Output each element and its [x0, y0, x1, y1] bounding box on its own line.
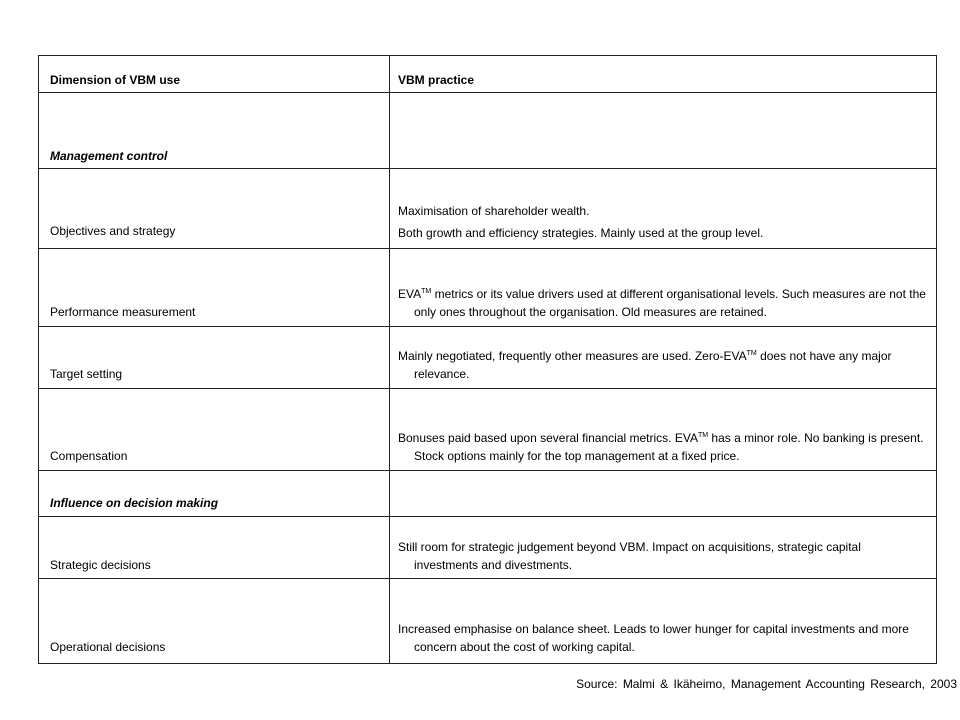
row-divider — [39, 92, 936, 93]
compensation-text-a: Bonuses paid based upon several financial metrics. EVA — [398, 431, 698, 445]
objectives-line-1: Maximisation of shareholder wealth. — [398, 204, 590, 218]
row-divider — [39, 388, 936, 389]
row-text-operational — [398, 620, 928, 656]
vbm-table — [38, 55, 937, 664]
row-text-objectives — [398, 202, 928, 242]
performance-text-b: metrics or its value drivers used at different organisational levels. Such measures are not the only ones throughout the organisation. Old measures are retained. — [414, 287, 926, 319]
row-text-compensation — [398, 429, 928, 465]
row-label-compensation: Compensation — [50, 449, 128, 463]
section-decision-making: Influence on decision making — [50, 496, 219, 510]
row-divider — [39, 516, 936, 517]
operational-text: Increased emphasise on balance sheet. Leads to lower hunger for capital investments and more concern about the cost of working capital. — [398, 622, 909, 654]
section-management-control: Management control — [50, 149, 168, 163]
trademark-sup: TM — [421, 288, 432, 295]
row-text-strategic — [398, 538, 928, 574]
target-text-a: Mainly negotiated, frequently other measures are used. Zero-EVA — [398, 349, 747, 363]
trademark-sup: TM — [697, 432, 709, 439]
objectives-line-2: Both growth and efficiency strategies. Mainly used at the group level. — [398, 226, 764, 240]
row-label-operational: Operational decisions — [50, 640, 166, 654]
row-label-strategic: Strategic decisions — [50, 558, 151, 572]
row-divider — [39, 248, 936, 249]
row-label-objectives: Objectives and strategy — [50, 224, 176, 238]
column-divider — [389, 56, 390, 663]
row-label-performance: Performance measurement — [50, 305, 196, 319]
compensation-text-b: has a minor role. No banking is present. Stock options mainly for the top management at a fixed price. — [414, 431, 924, 463]
row-divider — [39, 168, 936, 169]
header-dimension: Dimension of VBM use — [50, 73, 181, 87]
row-label-target: Target setting — [50, 367, 123, 381]
source-citation: Source: Malmi & Ikäheimo, Management Accounting Research, 2003 — [576, 677, 957, 691]
target-text-b: does not have any major relevance. — [414, 349, 892, 381]
row-text-performance — [398, 285, 928, 321]
row-text-target — [398, 347, 928, 383]
header-practice: VBM practice — [398, 73, 475, 87]
strategic-text: Still room for strategic judgement beyond VBM. Impact on acquisitions, strategic capital investments and divestments. — [398, 540, 861, 572]
row-divider — [39, 578, 936, 579]
row-divider — [39, 470, 936, 471]
performance-text-a: EVA — [398, 287, 422, 301]
trademark-sup: TM — [746, 350, 757, 357]
row-divider — [39, 326, 936, 327]
